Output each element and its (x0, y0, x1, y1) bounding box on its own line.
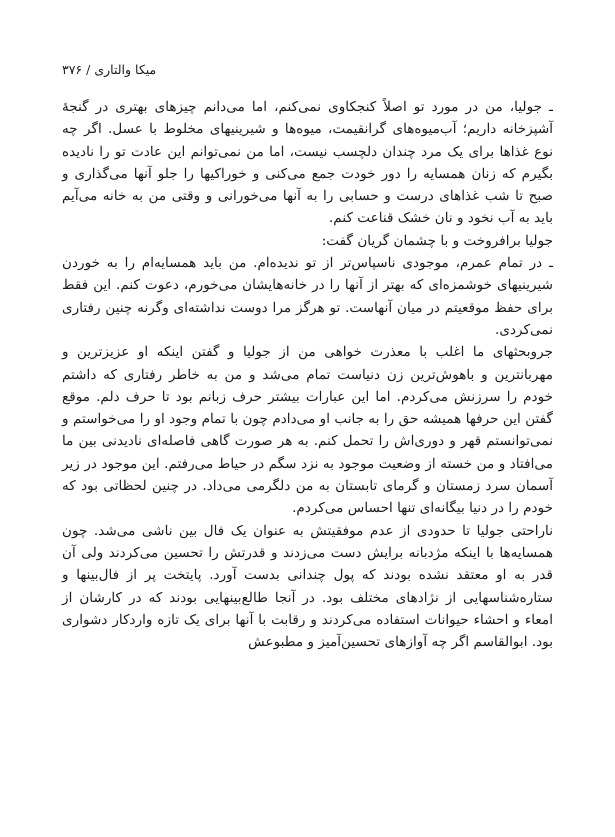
book-title: میکا والتاری (94, 62, 157, 77)
page-number: ۳۷۶ (62, 62, 83, 77)
running-header (62, 62, 553, 84)
paragraph-4: جروبحثهای ما اغلب با معذرت خواهی من از جولیا و گفتن اینکه او عزیزترین و مهربانترین و باهوش‌ترین زن دنیاست تمام می‌شد و من به خاطر رفتاری که داشتم خودم را سرزنش می‌کردم. اما این عبارات بیشتر حرف زبانم بود تا حرف دلم. موقع گفتن این حرفها همیشه حق را به جانب او می‌دادم چون با تمام وجود او را می‌خواستم و نمی‌توانستم قهر و دوری‌اش را تحمل کنم. به هر صورت گاهی فاصله‌ای نادیدنی بین ما می‌افتاد و من خسته از وضعیت موجود به نزد سگم در حیاط می‌رفتم. این موجود در زیر آسمان سرد زمستان و گرمای تابستان به من دلگرمی می‌داد. در چنین لحظاتی بود که خودم را در دنیا بیگانه‌ای تنها احساس می‌کردم. (62, 344, 553, 517)
paragraph-1: ـ جولیا، من در مورد تو اصلاً کنجکاوی نمی‌کنم، اما می‌دانم چیزهای بهتری در گنجهٔ آشپزخانه داریم؛ آب‌میوه‌های گرانقیمت، میوه‌ها و شیرینیهای مخلوط با عسل. اگر چه نوع غذاها برای یک مرد چندان دلچسب نیست، اما من نمی‌توانم این عادت تو را نادیده بگیرم که زنان همسایه را دور خودت جمع می‌کنی و خوراکیها را جلو آنها می‌گذاری و صبح تا شب غذاهای درست و حسابی را به آنها می‌خورانی و وقتی من به خانه می‌آیم باید به آب نخود و نان خشک قناعت کنم. (62, 99, 553, 227)
paragraph-5: ناراحتی جولیا تا حدودی از عدم موفقیتش به عنوان یک فال بین ناشی می‌شد. چون همسایه‌ها با اینکه مژدبانه برایش دست می‌زدند و قدرتش را تحسین می‌کردند ولی آن قدر به او معتقد نشده بودند که پول چندانی بدست آورد. پایتخت پر از فال‌بینها و ستاره‌شناسهایی از نژادهای مختلف بود. در آنجا طالع‌بینهایی بودند که در کارشان از امعاء و احشاء حیوانات استفاده می‌کردند و رقابت با آنها برای یک تازه واردکار دشواری بود. ابوالقاسم اگر چه آوازهای تحسین‌آمیز و مطبوعش (62, 522, 553, 651)
paragraph-3: ـ در تمام عمرم، موجودی ناسپاس‌تر از تو ندیده‌ام. من باید همسایه‌ام را به خوردن شیرینیهای خوشمزه‌ای که بهتر از آنها را در خانه‌هایشان می‌خورم، دعوت کنم. این فقط برای حفظ موقعیتم در میان آنهاست. تو هرگز مرا دوست نداشته‌ای وگرنه چنین رفتاری نمی‌کردی. (62, 255, 553, 338)
body-text (62, 96, 553, 653)
header-separator: / (86, 62, 91, 77)
paragraph-2: جولیا برافروخت و با چشمان گریان گفت: (321, 232, 553, 249)
